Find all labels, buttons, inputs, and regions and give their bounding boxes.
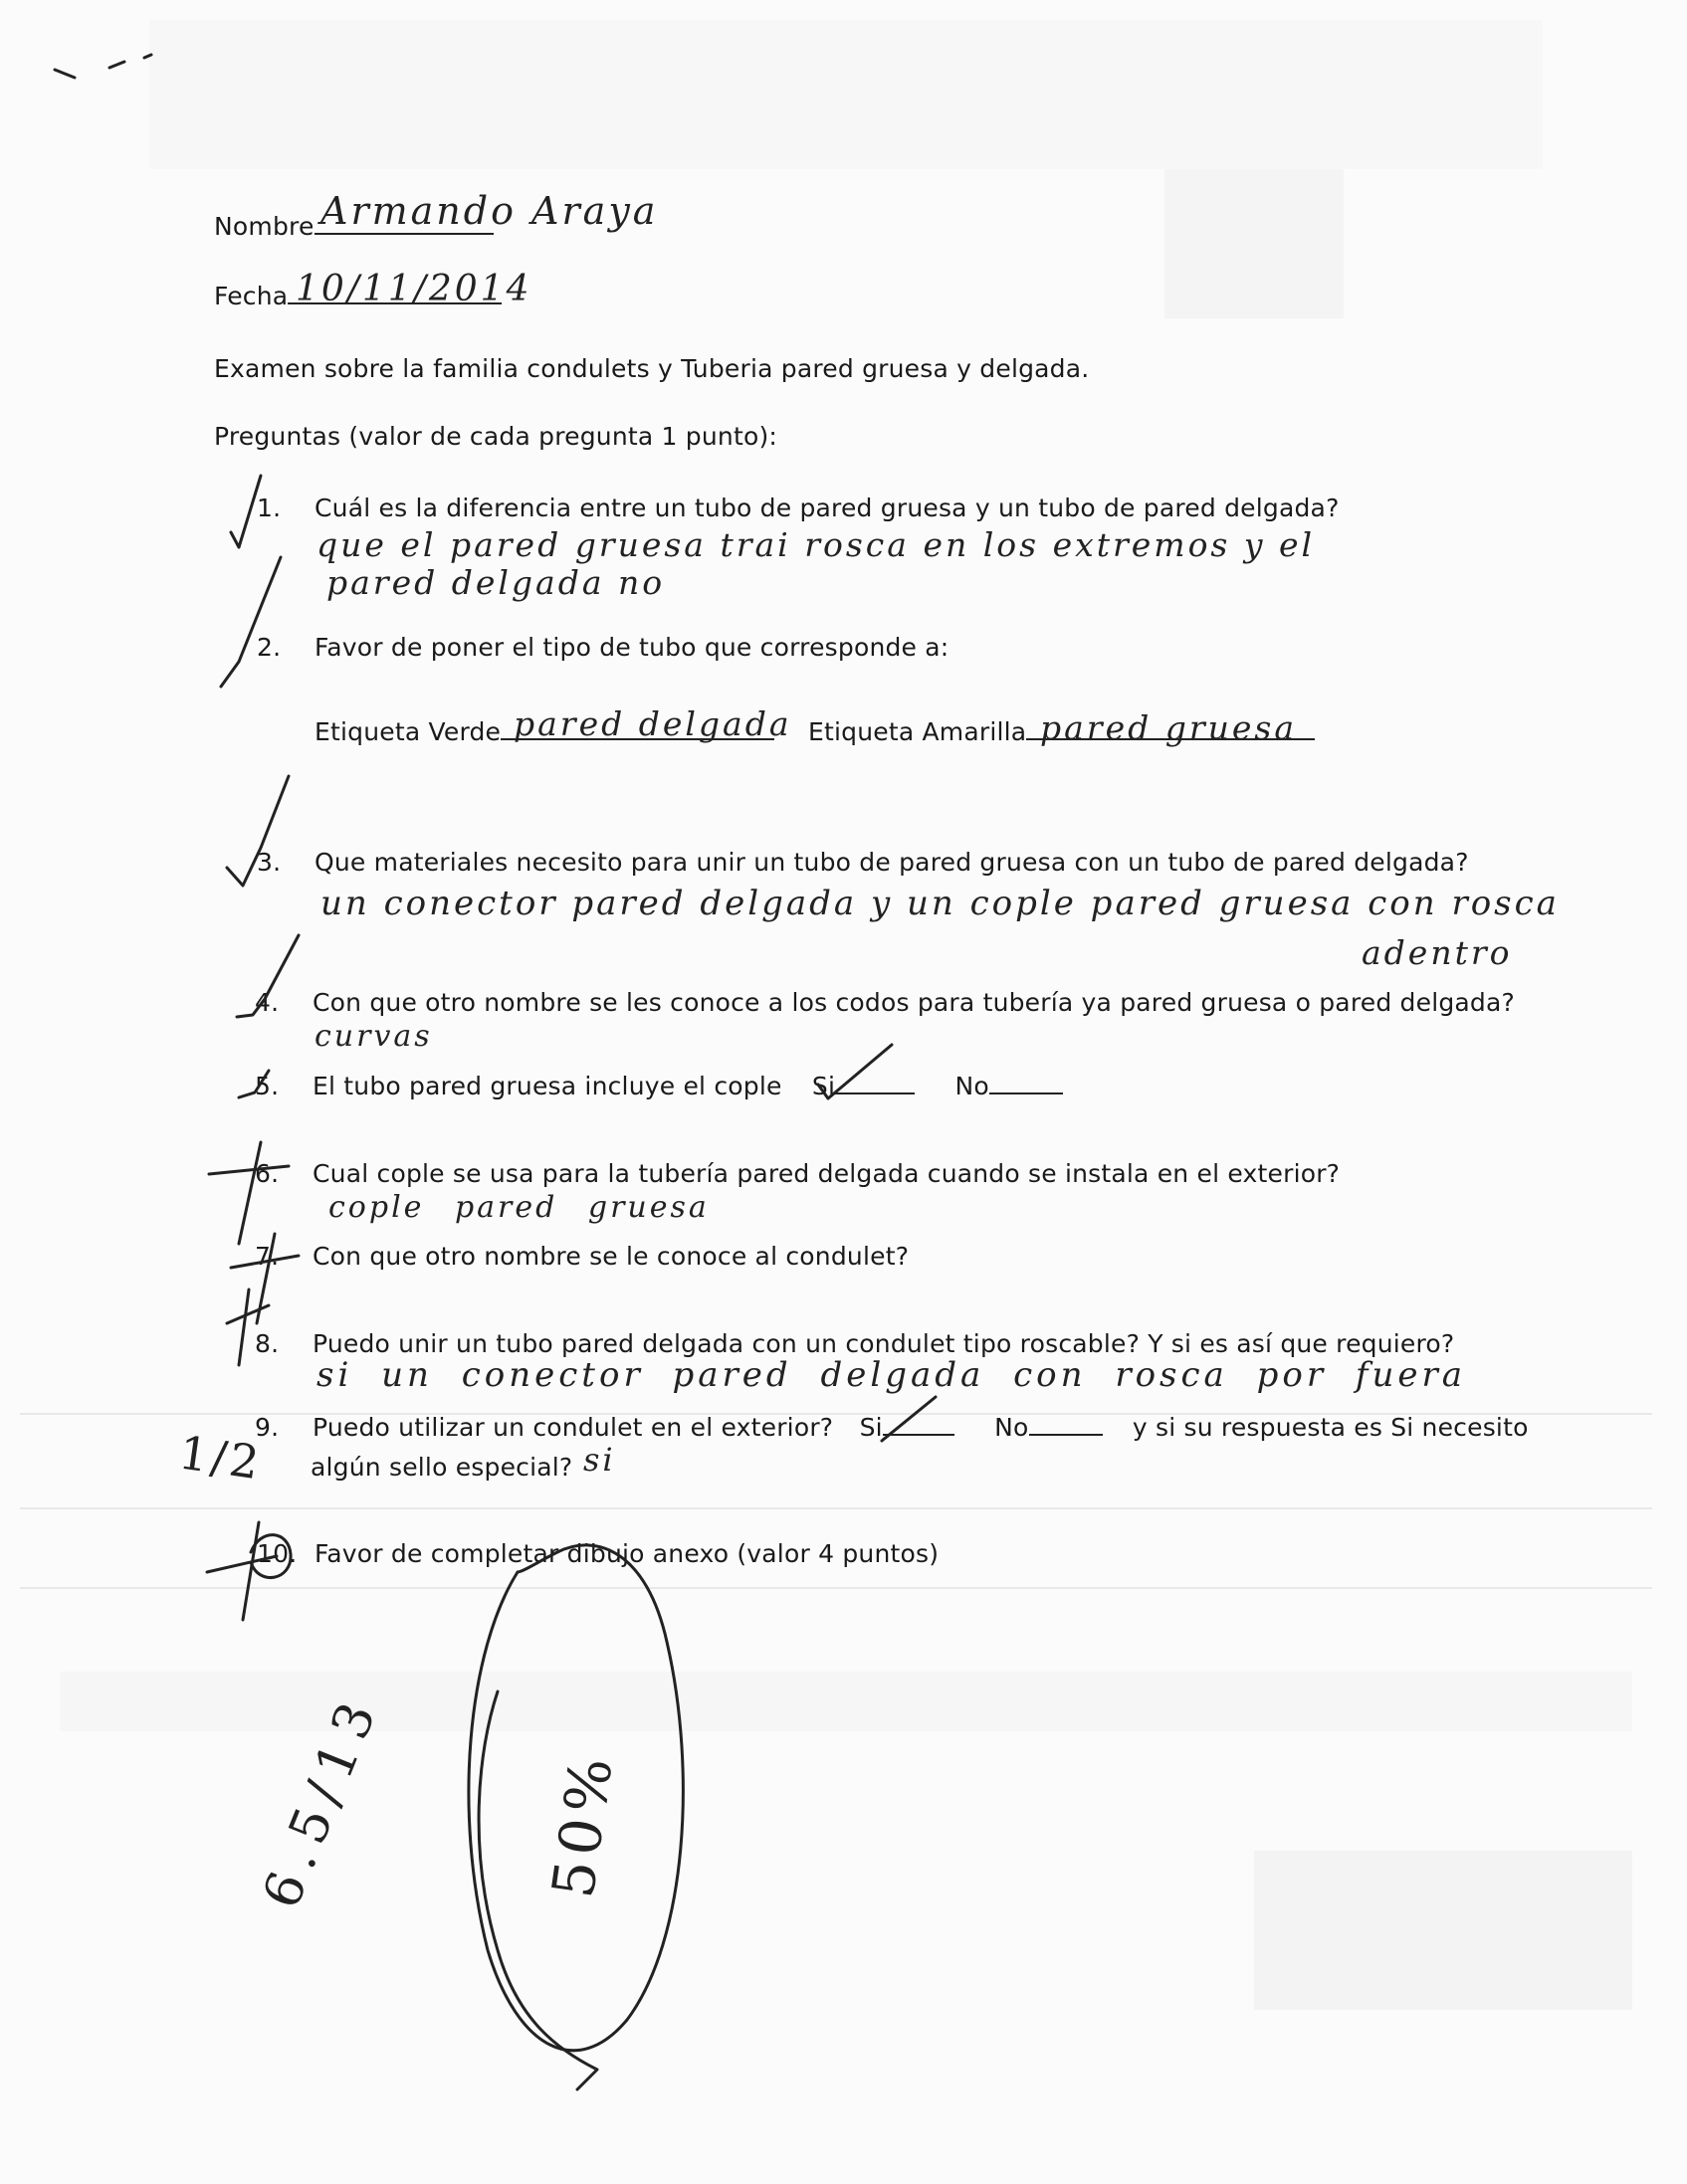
nombre-value: Armando Araya xyxy=(320,189,659,233)
question-text-cont: y si su respuesta es Si necesito xyxy=(1132,1413,1529,1442)
question-text: Cuál es la diferencia entre un tubo de pared gruesa y un tubo de pared delgada? xyxy=(315,494,1340,522)
fecha-label: Fecha xyxy=(214,282,289,310)
question-number: 1. xyxy=(257,494,282,522)
no-label: No xyxy=(954,1072,989,1100)
question-text: Favor de poner el tipo de tubo que corresponde a: xyxy=(315,633,949,662)
half-mark: 1/2 xyxy=(175,1425,266,1490)
question-8 xyxy=(255,1329,1454,1358)
bleed-through-block xyxy=(1164,169,1344,318)
question-number: 7. xyxy=(255,1242,280,1271)
check-mark-2 xyxy=(221,557,281,687)
question-number: 4. xyxy=(255,988,280,1017)
question-number: 8. xyxy=(255,1329,280,1358)
question-10 xyxy=(257,1539,939,1568)
answer-9: si xyxy=(583,1441,616,1479)
question-text: Con que otro nombre se les conoce a los codos para tubería ya pared gruesa o pared delgada? xyxy=(313,988,1515,1017)
etiqueta-verde-answer: pared delgada xyxy=(514,704,792,743)
answer-1-line-1: que el pared gruesa trai rosca en los extremos y el xyxy=(316,525,1316,564)
question-number: 9. xyxy=(255,1413,280,1442)
bleed-through-line xyxy=(20,1587,1652,1589)
question-text: El tubo pared gruesa incluye el cople xyxy=(313,1072,782,1100)
question-number: 6. xyxy=(255,1159,280,1188)
tally-mark: 6.5/13 xyxy=(251,1685,392,1917)
bleed-through-header xyxy=(149,20,1543,169)
etiqueta-amarilla-answer: pared gruesa xyxy=(1040,708,1298,747)
question-7 xyxy=(255,1242,909,1271)
bleed-through-block xyxy=(1254,1851,1632,2010)
no-label: No xyxy=(994,1413,1029,1442)
cross-mark-10 xyxy=(207,1522,277,1620)
etiqueta-verde-label: Etiqueta Verde xyxy=(315,717,502,746)
question-5 xyxy=(255,1072,1063,1100)
question-9-line-2: algún sello especial? xyxy=(311,1453,573,1482)
question-number: 5. xyxy=(255,1072,280,1100)
bleed-through-block xyxy=(60,1672,1632,1731)
question-text: Puedo utilizar un condulet en el exterior? xyxy=(313,1413,834,1442)
si-label: Si xyxy=(859,1413,883,1442)
fecha-value: 10/11/2014 xyxy=(296,269,532,309)
question-number: 3. xyxy=(257,848,282,877)
question-text: Cual cople se usa para la tubería pared delgada cuando se instala en el exterior? xyxy=(313,1159,1341,1188)
question-text: Con que otro nombre se le conoce al condulet? xyxy=(313,1242,910,1271)
cross-mark-6 xyxy=(209,1142,289,1244)
answer-4: curvas xyxy=(315,1019,433,1054)
question-2 xyxy=(257,633,949,662)
exam-title: Examen sobre la familia condulets y Tuberia pared gruesa y delgada. xyxy=(214,354,1090,383)
bleed-through-line xyxy=(20,1507,1652,1509)
answer-3-line-2: adentro xyxy=(1362,933,1513,972)
si-label: Si xyxy=(811,1072,836,1100)
question-4 xyxy=(255,988,1515,1017)
question-text: Que materiales necesito para unir un tubo de pared gruesa con un tubo de pared delgada? xyxy=(315,848,1469,877)
answer-8: si un conector pared delgada con rosca por fuera xyxy=(316,1355,1467,1395)
question-9 xyxy=(255,1413,1529,1442)
score-mark: 50% xyxy=(538,1747,627,1902)
question-text: Favor de completar dibujo anexo (valor 4 puntos) xyxy=(315,1539,940,1568)
question-text: Puedo unir un tubo pared delgada con un condulet tipo roscable? Y si es así que requiero? xyxy=(313,1329,1455,1358)
question-number: 2. xyxy=(257,633,282,662)
preguntas-label: Preguntas (valor de cada pregunta 1 punto): xyxy=(214,422,778,451)
question-1 xyxy=(257,494,1340,522)
answer-6: cople pared gruesa xyxy=(328,1190,710,1225)
stray-mark xyxy=(55,55,151,78)
question-6 xyxy=(255,1159,1340,1188)
question-number: 10. xyxy=(257,1539,298,1568)
answer-3-line-1: un conector pared delgada y un cople pared gruesa con rosca xyxy=(320,884,1560,923)
question-3 xyxy=(257,848,1469,877)
answer-1-line-2: pared delgada no xyxy=(326,563,666,602)
nombre-label: Nombre xyxy=(214,212,315,241)
etiqueta-amarilla-label: Etiqueta Amarilla xyxy=(808,717,1027,746)
